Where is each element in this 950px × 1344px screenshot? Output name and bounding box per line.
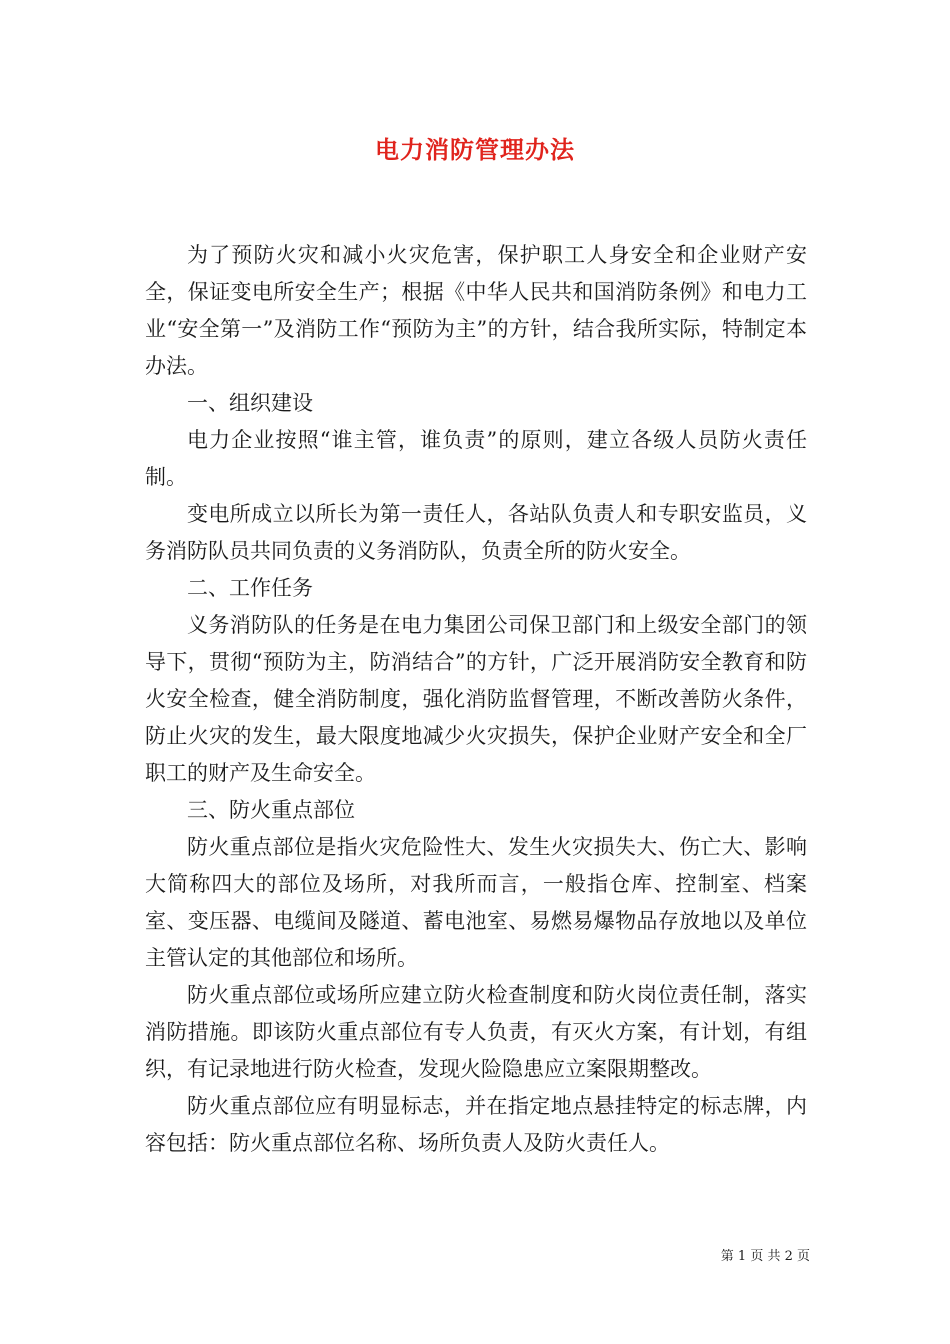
section-heading-organization: 一、组织建设	[187, 391, 313, 415]
document-title: 电力消防管理办法	[375, 135, 575, 164]
page-number-footer: 第 1 页 共 2 页	[720, 1249, 810, 1264]
paragraph-tasks: 义务消防队的任务是在电力集团公司保卫部门和上级安全部门的领导下，贯彻“预防为主，防消结合”的方针，广泛开展消防安全教育和防火安全检查，健全消防制度，强化消防监督管理，不断改善防火条件，防止火灾的发生，最大限度地减少火灾损失，保护企业财产安全和全厂职工的财产及生命安全。	[145, 613, 807, 785]
section-heading-key-areas: 三、防火重点部位	[187, 798, 355, 822]
paragraph-signage: 防火重点部位应有明显标志，并在指定地点悬挂特定的标志牌，内容包括：防火重点部位名称、场所负责人及防火责任人。	[145, 1094, 807, 1155]
paragraph-inspection: 防火重点部位或场所应建立防火检查制度和防火岗位责任制，落实消防措施。即该防火重点部位有专人负责，有灭火方案，有计划，有组织，有记录地进行防火检查，发现火险隐患应立案限期整改。	[145, 983, 807, 1081]
paragraph-responsibility: 电力企业按照“谁主管，谁负责”的原则，建立各级人员防火责任制。	[145, 428, 807, 489]
paragraph-key-areas: 防火重点部位是指火灾危险性大、发生火灾损失大、伤亡大、影响大简称四大的部位及场所，对我所而言，一般指仓库、控制室、档案室、变压器、电缆间及隧道、蓄电池室、易燃易爆物品存放地以及单位主管认定的其他部位和场所。	[145, 835, 807, 970]
paragraph-fire-team: 变电所成立以所长为第一责任人，各站队负责人和专职安监员，义务消防队员共同负责的义务消防队，负责全所的防火安全。	[145, 502, 807, 563]
document-body	[145, 237, 807, 1162]
section-heading-tasks: 二、工作任务	[187, 576, 313, 600]
paragraph-intro: 为了预防火灾和减小火灾危害，保护职工人身安全和企业财产安全，保证变电所安全生产；根据《中华人民共和国消防条例》和电力工业“安全第一”及消防工作“预防为主”的方针，结合我所实际，特制定本办法。	[145, 243, 807, 378]
